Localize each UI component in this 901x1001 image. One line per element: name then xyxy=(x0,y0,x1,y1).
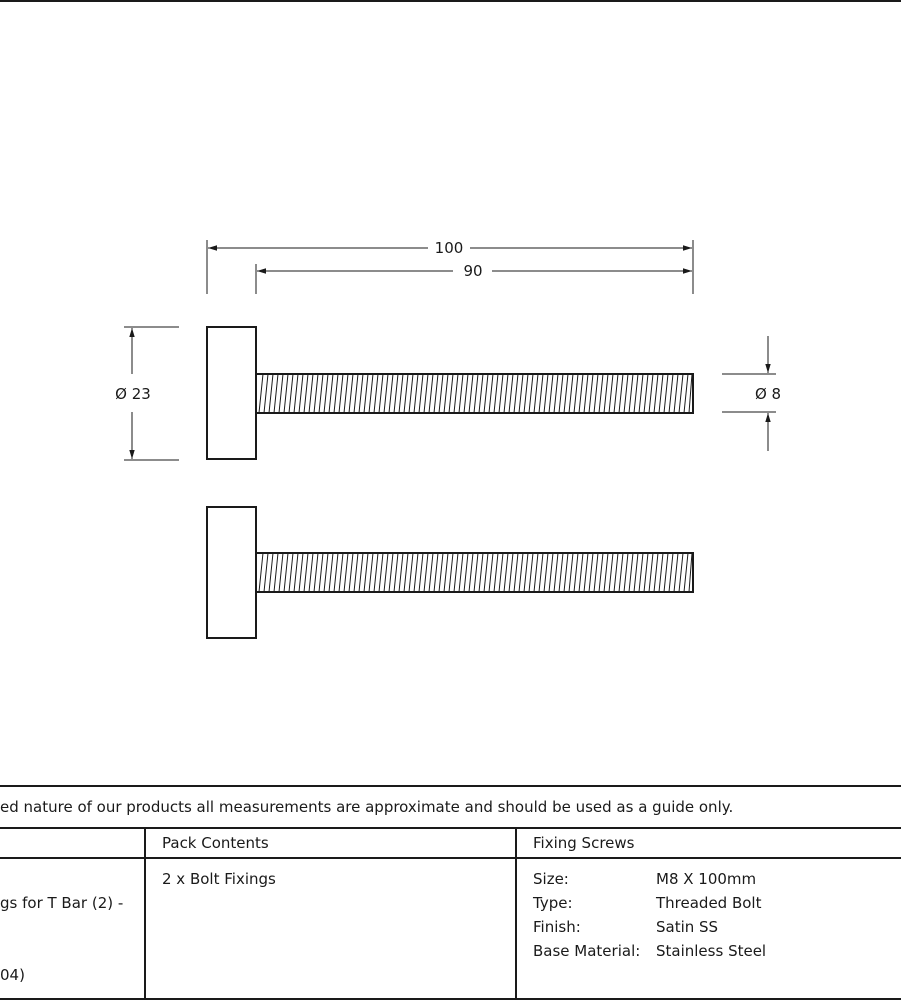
dimension-label-thread-diameter: Ø 8 xyxy=(754,385,782,403)
spec-label-finish: Finish: xyxy=(533,918,581,936)
bolt-thread xyxy=(256,553,693,592)
dimension-thread-length xyxy=(256,262,692,294)
bolt-head xyxy=(207,507,256,638)
pack-contents-item: 2 x Bolt Fixings xyxy=(162,870,276,888)
dimension-thread-diameter xyxy=(722,336,781,451)
spec-value-finish: Satin SS xyxy=(656,918,719,936)
dimension-label-head-diameter: Ø 23 xyxy=(115,385,151,403)
disclaimer-text: ed nature of our products all measurements are approximate and should be used as a guide only. xyxy=(0,798,734,816)
dimension-label-90: 90 xyxy=(463,262,483,280)
bolt-thread xyxy=(256,374,693,413)
pack-contents-header: Pack Contents xyxy=(162,834,269,852)
table-divider xyxy=(0,827,901,829)
spec-value-size: M8 X 100mm xyxy=(656,870,757,888)
table-border-top xyxy=(0,785,901,787)
table-divider xyxy=(0,857,901,859)
column-divider xyxy=(515,828,517,1000)
table-border-bottom xyxy=(0,998,901,1000)
bolt-view-bottom xyxy=(207,507,693,638)
bolt-head xyxy=(207,327,256,459)
bolt-view-top xyxy=(207,327,693,459)
spec-value-base-material: Stainless Steel xyxy=(656,942,767,960)
product-description-line: gs for T Bar (2) - xyxy=(0,894,124,912)
fixing-screws-header: Fixing Screws xyxy=(533,834,635,852)
dimension-overall-length xyxy=(207,239,693,294)
product-code-line: 04) xyxy=(0,966,25,984)
spec-label-base-material: Base Material: xyxy=(533,942,641,960)
spec-label-size: Size: xyxy=(533,870,569,888)
column-divider xyxy=(144,828,146,1000)
dimension-head-diameter xyxy=(115,327,179,460)
spec-label-type: Type: xyxy=(533,894,573,912)
spec-value-type: Threaded Bolt xyxy=(656,894,762,912)
specification-table xyxy=(0,785,901,1001)
dimension-label-100: 100 xyxy=(434,239,464,257)
